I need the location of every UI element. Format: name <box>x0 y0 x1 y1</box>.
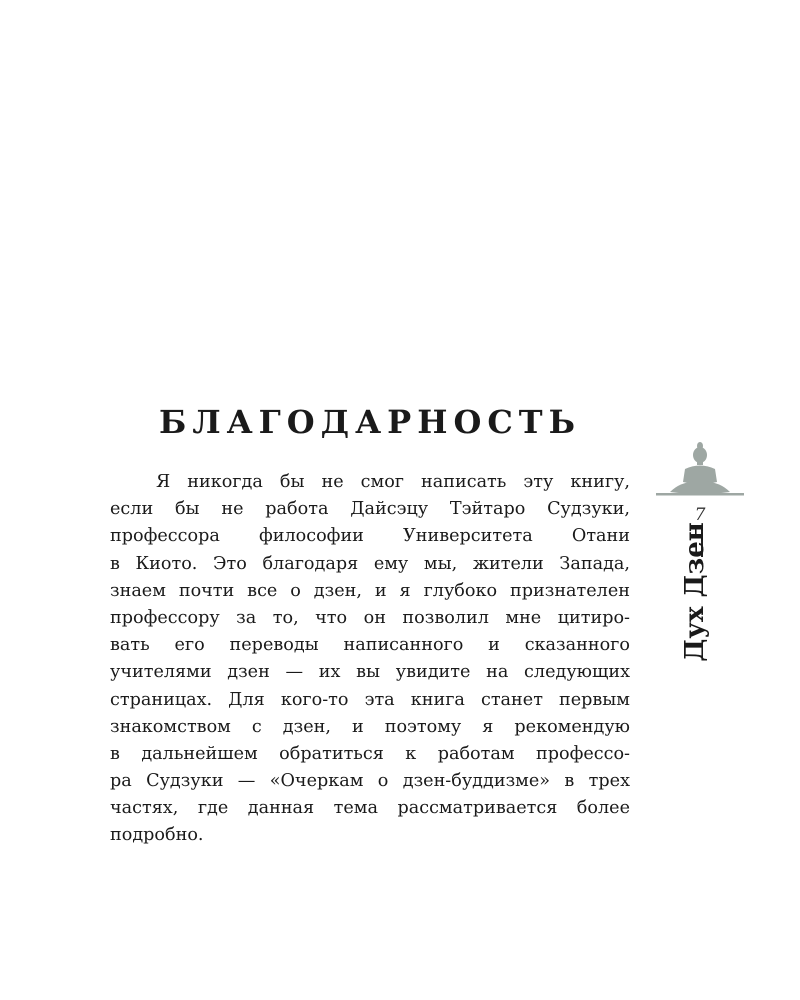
page-heading: БЛАГОДАРНОСТЬ <box>158 403 582 441</box>
paragraph-line: знакомством с дзен, и поэтому я рекомендую <box>110 716 630 737</box>
paragraph-line: профессора философии Университета Отани <box>110 526 630 547</box>
paragraph-line: в дальнейшем обратиться к работам профессо- <box>110 743 630 764</box>
buddha-silhouette-icon <box>652 440 748 500</box>
paragraph-line: страницах. Для кого-то эта книга станет первым <box>110 689 630 710</box>
running-title-text: Дух Дзен <box>680 522 710 662</box>
paragraph-line: подробно. <box>110 825 204 846</box>
page-number: 7 <box>694 505 706 525</box>
paragraph-line: учителями дзен — их вы увидите на следующих <box>110 662 630 683</box>
paragraph-line: профессору за то, что он позволил мне цитиро- <box>110 607 630 628</box>
acknowledgement-paragraph <box>110 469 630 850</box>
paragraph-line: Я никогда бы не смог написать эту книгу, <box>156 472 630 492</box>
running-title <box>665 522 725 662</box>
paragraph-line: если бы не работа Дайсэцу Тэйтаро Судзуки, <box>110 499 630 520</box>
paragraph-line: частях, где данная тема рассматривается более <box>110 798 630 819</box>
paragraph-line: знаем почти все о дзен, и я глубоко признателен <box>110 580 630 601</box>
paragraph-line: ра Судзуки — «Очеркам о дзен-буддизме» в трех <box>110 771 630 792</box>
paragraph-line: в Киото. Это благодаря ему мы, жители Запада, <box>110 553 630 574</box>
paragraph-line: вать его переводы написанного и сказанного <box>110 635 630 656</box>
